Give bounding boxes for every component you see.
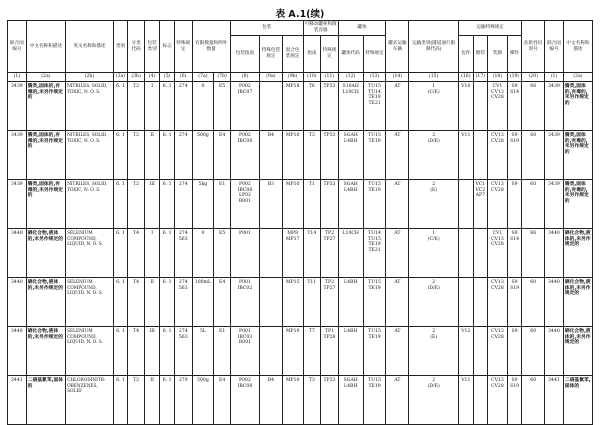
cell-pts: TP2 TP27 (321, 229, 339, 278)
hdr-pt-instr: 指南 (303, 36, 321, 73)
column-number: (20) (522, 73, 545, 82)
cell-ts: TU15 TE19 (363, 180, 386, 229)
cell-un: 3440 (8, 327, 27, 376)
cell-lbl: 6. 1 (160, 131, 175, 180)
column-number: (5) (160, 73, 175, 82)
cell-code: T4 (128, 278, 145, 327)
cell-code: T2 (128, 180, 145, 229)
cell-tcat: 2 (D/E) (409, 376, 459, 425)
cell-pti: T14 (303, 229, 321, 278)
cell-code: T2 (128, 82, 145, 131)
cell-cls: 6. 1 (113, 180, 128, 229)
column-number: (13) (363, 73, 386, 82)
cell-op: S9 S14 (507, 82, 522, 131)
cell-un: 3440 (8, 278, 27, 327)
cell-lbl: 6. 1 (160, 180, 175, 229)
cell-op: S9 (507, 327, 522, 376)
cell-exc: E5 (214, 82, 231, 131)
cell-cn: 硒化合物,液体的,未另作规定的 (26, 278, 65, 327)
cell-pi: P001 IBC02 (230, 278, 259, 327)
cell-mix: MP15 (282, 278, 303, 327)
cell-cn2: 腈类,固体的,有毒的,未另作规定的 (563, 131, 592, 180)
hdr-ts-load: 装卸 (488, 36, 508, 73)
hdr-un-no-right: 联合国编号 (545, 21, 564, 73)
cell-pg: III (144, 327, 160, 376)
column-number: (3b) (128, 73, 145, 82)
cell-pti: T3 (303, 376, 321, 425)
cell-un: 3439 (8, 131, 27, 180)
cell-sp: 274 (174, 180, 192, 229)
cell-op: S9 S19 (507, 131, 522, 180)
cell-op: S9 S19 (507, 376, 522, 425)
cell-pkg (459, 229, 474, 278)
hdr-hazard-id: 危险性识别号 (522, 21, 545, 73)
cell-tcat: 2 (E) (409, 180, 459, 229)
cell-ltd: 0 (192, 82, 214, 131)
cell-ltd: 100mL (192, 278, 214, 327)
cell-cn2: 硒化合物,液体的,未另作规定的 (563, 278, 592, 327)
cell-veh: AT (386, 229, 409, 278)
cell-ts: TU15 TU14 TE19 TE21 (363, 82, 386, 131)
column-number: (12) (338, 73, 363, 82)
cell-blk (473, 376, 488, 425)
cell-veh: AT (386, 327, 409, 376)
cell-cls: 6. 1 (113, 376, 128, 425)
cell-lbl: 6. 1 (160, 376, 175, 425)
cell-mix: MP8 MP17 (282, 229, 303, 278)
hdr-en-name: 英文名称和描述 (66, 21, 114, 73)
table-title: 表 A.1(续) (275, 9, 325, 20)
hdr-cn-name-right: 中文名称和描述 (563, 21, 592, 73)
cell-spp (259, 327, 282, 376)
cell-cls: 6. 1 (113, 278, 128, 327)
column-number: (7b) (214, 73, 231, 82)
cell-en: SELENIUM COMPOUND, LIQUID, N. O. S. (66, 229, 114, 278)
table-row (8, 376, 593, 425)
cell-pkg: V11 (459, 376, 474, 425)
column-number: (16) (459, 73, 474, 82)
cell-lbl: 6. 1 (160, 229, 175, 278)
cell-exc: E4 (214, 376, 231, 425)
cell-un2: 3440 (545, 229, 564, 278)
cell-lbl: 6. 1 (160, 278, 175, 327)
hdr-pack-group: 包装类别 (144, 21, 160, 73)
cell-un2: 3440 (545, 327, 564, 376)
hdr-class: 类别 (113, 21, 128, 73)
cell-mix: MP10 (282, 180, 303, 229)
cell-exc: E5 (214, 229, 231, 278)
column-number: (4) (144, 73, 160, 82)
cell-pkg: V11 (459, 131, 474, 180)
cell-spp: B3 (259, 180, 282, 229)
cell-veh: AT (386, 180, 409, 229)
cell-veh: AT (386, 131, 409, 180)
hdr-tank-code: 罐体代码 (338, 36, 363, 73)
cell-sp: 279 (174, 376, 192, 425)
cell-pi: P002 IBC07 (230, 82, 259, 131)
cell-pkg: V12 (459, 327, 474, 376)
hdr-class-code: 分类代码 (128, 21, 145, 73)
cell-code: T2 (128, 376, 145, 425)
cell-exc: E4 (214, 131, 231, 180)
cell-cn: 腈类,固体的,有毒的,未另作规定的 (26, 131, 65, 180)
cell-tc: S10AH L10CH (338, 82, 363, 131)
cell-blk (473, 327, 488, 376)
cell-sp: 274 563 (174, 278, 192, 327)
cell-veh: AT (386, 376, 409, 425)
column-number: (1) (8, 73, 27, 82)
cell-cn: 硒化合物,液体的,未另作规定的 (26, 327, 65, 376)
hdr-cn-name: 中文名称和描述 (26, 21, 65, 73)
table-row (8, 180, 593, 229)
cell-ld: CV13 CV28 (488, 131, 508, 180)
cell-tcat: 2 (D/E) (409, 131, 459, 180)
cell-code: T4 (128, 229, 145, 278)
cell-pi: P002 IBC08 (230, 376, 259, 425)
cell-blk (473, 278, 488, 327)
cell-cls: 6. 1 (113, 327, 128, 376)
cell-pg: II (144, 278, 160, 327)
cell-un: 3440 (8, 229, 27, 278)
cell-op: S9 (507, 180, 522, 229)
cell-cn: 腈类,固体的,有毒的,未另作规定的 (26, 180, 65, 229)
cell-sp: 274 (174, 82, 192, 131)
cell-un2: 3439 (545, 131, 564, 180)
cell-en: SELENIUM COMPOUND, LIQUID, N. O. S. (66, 278, 114, 327)
cell-veh: AT (386, 278, 409, 327)
column-number: (2a) (26, 73, 65, 82)
cell-lbl: 6. 1 (160, 82, 175, 131)
cell-cn2: 二硝基氯苯,固体的 (563, 376, 592, 425)
hdr-tank-special: 特殊规定 (363, 36, 386, 73)
cell-veh: AT (386, 82, 409, 131)
cell-spp (259, 229, 282, 278)
cell-tcat: 1 (C/E) (409, 229, 459, 278)
cell-tcat: 2 (E) (409, 327, 459, 376)
cell-tc: L4BH (338, 327, 363, 376)
cell-ltd: 5L (192, 327, 214, 376)
cell-cn2: 腈类,固体的,有毒的,未另作规定的 (563, 82, 592, 131)
column-number: (9b) (282, 73, 303, 82)
cell-un: 3439 (8, 180, 27, 229)
column-number: (14) (386, 73, 409, 82)
cell-sp: 274 563 (174, 229, 192, 278)
column-number: (11) (321, 73, 339, 82)
cell-lbl: 6. 1 (160, 327, 175, 376)
cell-cn2: 硒化合物,液体的,未另作规定的 (563, 229, 592, 278)
cell-spp: B4 (259, 131, 282, 180)
cell-un2: 3439 (545, 82, 564, 131)
cell-spp (259, 278, 282, 327)
hdr-ltd-exc-qty: 有限数量和例外数量 (192, 21, 230, 73)
column-number: (8) (230, 73, 259, 82)
cell-ts: TU15 TE19 (363, 278, 386, 327)
cell-spp: B4 (259, 376, 282, 425)
cell-pkg (459, 278, 474, 327)
hdr-transport-special: 运输特殊规定 (459, 21, 522, 36)
cell-op: S9 S19 (507, 278, 522, 327)
cell-pts: TP33 (321, 131, 339, 180)
table-row (8, 229, 593, 278)
cell-ld: CV1 CV13 CV28 (488, 82, 508, 131)
column-number: (2b) (66, 73, 114, 82)
hdr-labels: 标志 (160, 21, 175, 73)
cell-un2: 3439 (545, 180, 564, 229)
cell-cn: 硒化合物,液体的,未另作规定的 (26, 229, 65, 278)
cell-tc: SGAH L4BH (338, 376, 363, 425)
cell-blk (473, 82, 488, 131)
cell-code: T2 (128, 131, 145, 180)
cell-pkg (459, 180, 474, 229)
cell-cls: 6. 1 (113, 229, 128, 278)
cell-en: NITRILES, SOLID, TOXIC, N. O. S. (66, 82, 114, 131)
cell-ltd: 0 (192, 229, 214, 278)
cell-ltd: 5kg (192, 180, 214, 229)
dangerous-goods-table (7, 20, 593, 425)
column-number: (17) (473, 73, 488, 82)
cell-cn: 腈类,固体的,有毒的,未另作规定的 (26, 82, 65, 131)
cell-ts: TU15 TE19 (363, 327, 386, 376)
cell-un2: 3440 (545, 278, 564, 327)
cell-ld: CV13 CV28 (488, 376, 508, 425)
column-number: (9a) (259, 73, 282, 82)
cell-tc: SGAH L4BH (338, 180, 363, 229)
cell-ld: CV13 CV28 (488, 180, 508, 229)
cell-un: 3439 (8, 82, 27, 131)
column-number: (1) (545, 73, 564, 82)
cell-cls: 6. 1 (113, 131, 128, 180)
cell-cn: 二硝基氯苯,固体的 (26, 376, 65, 425)
column-number-row (8, 73, 593, 82)
cell-pti: T3 (303, 131, 321, 180)
hdr-packaging: 包装 (230, 21, 303, 36)
cell-pts: TP33 (321, 180, 339, 229)
cell-pg: I (144, 82, 160, 131)
hdr-ts-oper: 操作 (507, 36, 522, 73)
cell-hin: 60 (522, 278, 545, 327)
cell-pi: P002 IBC08 (230, 131, 259, 180)
cell-tc: L4BH (338, 278, 363, 327)
cell-mix: MP18 (282, 82, 303, 131)
cell-hin: 66 (522, 229, 545, 278)
cell-hin: 60 (522, 376, 545, 425)
cell-pts: TP33 (321, 82, 339, 131)
cell-blk (473, 131, 488, 180)
cell-en: SELENIUM COMPOUND, LIQUID, N. O. S. (66, 327, 114, 376)
cell-hin: 60 (522, 131, 545, 180)
cell-un2: 3441 (545, 376, 564, 425)
column-number: (2a) (563, 73, 592, 82)
cell-sp: 274 563 (174, 327, 192, 376)
column-number: (6) (174, 73, 192, 82)
cell-cn2: 腈类,固体的,有毒的,未另作规定的 (563, 180, 592, 229)
hdr-portable-tank: 可移动罐柜和散装容器 (303, 21, 338, 36)
hdr-ts-bulk: 散装 (473, 36, 488, 73)
hdr-ts-package: 包件 (459, 36, 474, 73)
table-row (8, 327, 593, 376)
cell-pg: II (144, 131, 160, 180)
cell-pkg: V10 (459, 82, 474, 131)
column-number: (10) (303, 73, 321, 82)
cell-hin: 60 (522, 180, 545, 229)
table-body (8, 82, 593, 425)
cell-tc: L10CH (338, 229, 363, 278)
hdr-mixed-pack: 混合包装规定 (282, 36, 303, 73)
cell-op: S9 S14 (507, 229, 522, 278)
cell-ltd: 500g (192, 376, 214, 425)
cell-en: CHLORODINITR-OBENZENES, SOLID (66, 376, 114, 425)
cell-tcat: 2 (D/E) (409, 278, 459, 327)
cell-en: NITRILES, SOLID, TOXIC, N. O. S. (66, 131, 114, 180)
cell-blk (473, 229, 488, 278)
hdr-un-no: 联合国编号 (8, 21, 27, 73)
cell-pti: T6 (303, 82, 321, 131)
cell-pi: P002 IBC08 LP02 R001 (230, 180, 259, 229)
cell-tcat: 1 (C/E) (409, 82, 459, 131)
cell-pti: T11 (303, 278, 321, 327)
cell-pi: P001 IBC03 R001 (230, 327, 259, 376)
cell-blk: VC1 VC2 AP7 (473, 180, 488, 229)
hdr-special-prov: 特殊规定 (174, 21, 192, 73)
cell-sp: 274 (174, 131, 192, 180)
cell-pti: T7 (303, 327, 321, 376)
hdr-pack-instr: 包装指南 (230, 36, 259, 73)
cell-spp (259, 82, 282, 131)
cell-ld: CV1 CV13 CV28 (488, 229, 508, 278)
cell-ts: TU15 TE19 (363, 131, 386, 180)
cell-mix: MP10 (282, 376, 303, 425)
table-row (8, 278, 593, 327)
cell-ts: TU15 TE19 (363, 376, 386, 425)
cell-mix: MP10 (282, 131, 303, 180)
cell-en: NITRILES, SOLID, TOXIC, N. O. S. (66, 180, 114, 229)
cell-pts: TP2 TP27 (321, 278, 339, 327)
cell-mix: MP19 (282, 327, 303, 376)
hdr-special-pack: 特殊包装规定 (259, 36, 282, 73)
cell-code: T4 (128, 327, 145, 376)
column-number: (3a) (113, 73, 128, 82)
column-number: (7a) (192, 73, 214, 82)
hdr-vehicle: 罐式运输车辆 (386, 21, 409, 73)
cell-pg: II (144, 376, 160, 425)
cell-pg: I (144, 229, 160, 278)
cell-hin: 66 (522, 82, 545, 131)
cell-un: 3441 (8, 376, 27, 425)
cell-exc: E1 (214, 327, 231, 376)
cell-pi: P001 (230, 229, 259, 278)
hdr-pt-special: 特殊规定 (321, 36, 339, 73)
cell-pts: TP33 (321, 376, 339, 425)
cell-tc: SGAH L4BH (338, 131, 363, 180)
table-row (8, 82, 593, 131)
cell-ltd: 500g (192, 131, 214, 180)
column-number: (15) (409, 73, 459, 82)
cell-ld: CV13 CV28 (488, 327, 508, 376)
hdr-transport-cat: 运输类别(隧道通行限制代码) (409, 21, 459, 73)
cell-pts: TP1 TP28 (321, 327, 339, 376)
cell-exc: E1 (214, 180, 231, 229)
column-number: (19) (507, 73, 522, 82)
cell-pg: III (144, 180, 160, 229)
cell-ts: TU14 TU15 TE19 TE21 (363, 229, 386, 278)
cell-pti: T1 (303, 180, 321, 229)
cell-exc: E4 (214, 278, 231, 327)
cell-ld: CV13 CV28 (488, 278, 508, 327)
cell-cn2: 硒化合物,液体的,未另作规定的 (563, 327, 592, 376)
column-number: (18) (488, 73, 508, 82)
cell-hin: 60 (522, 327, 545, 376)
cell-cls: 6. 1 (113, 82, 128, 131)
hdr-tank: 罐体 (338, 21, 386, 36)
table-row (8, 131, 593, 180)
